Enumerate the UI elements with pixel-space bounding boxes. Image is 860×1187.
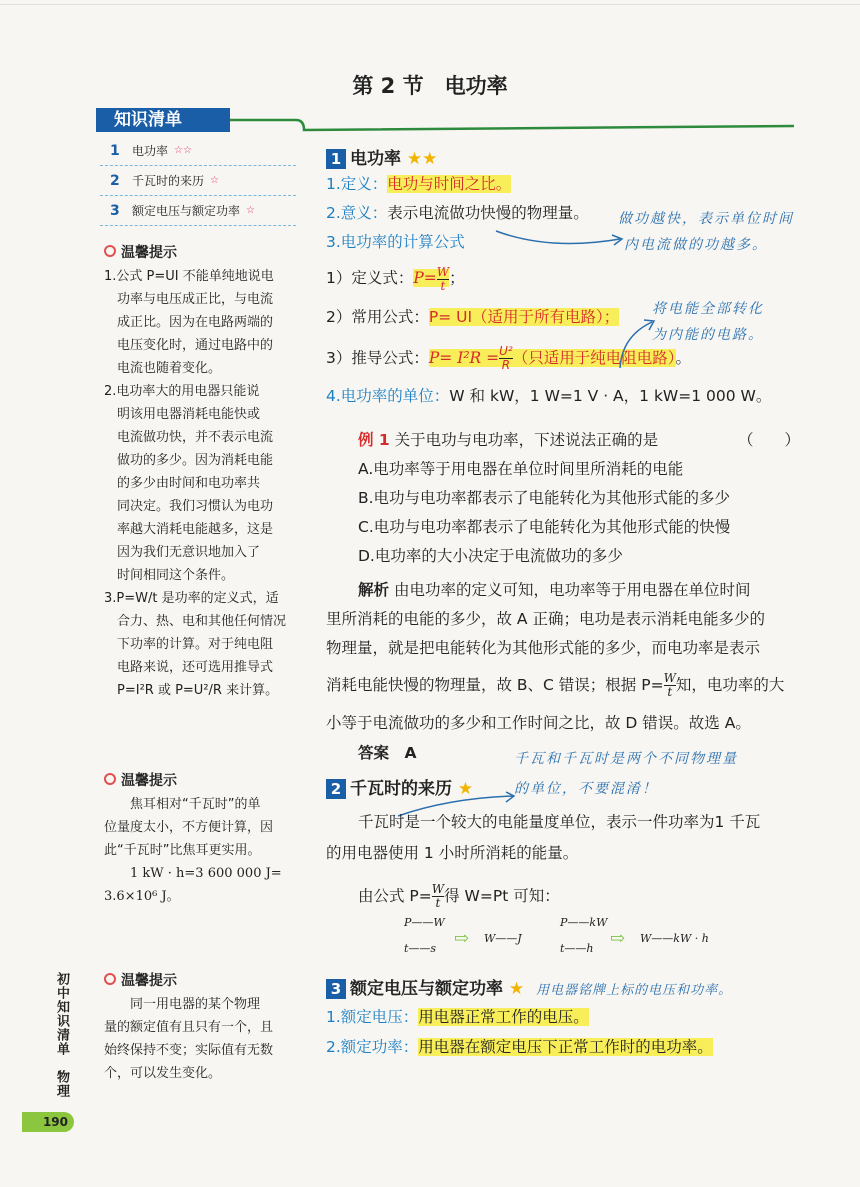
option-b: B.电功与电功率都表示了电能转化为其他形式能的多少 xyxy=(358,489,731,507)
tip-line: 电流做功快，并不表示电流 xyxy=(117,430,274,445)
sidebar-item-1[interactable] xyxy=(100,136,296,166)
tip-line: 此“千瓦时”比焦耳更实用。 xyxy=(104,843,261,858)
tip-line: 电路来说，还可选用推导式 xyxy=(117,660,274,675)
page-number: 190 xyxy=(22,1112,74,1132)
analysis-line-1: 解析 由电功率的定义可知，电功率等于用电器在单位时间 xyxy=(358,581,751,599)
tip-line: 率越大消耗电能越多，这是 xyxy=(117,522,274,537)
star-icon: ★ xyxy=(457,779,474,799)
section-1 xyxy=(326,144,806,411)
sidebar-nav xyxy=(100,136,296,226)
tip-title: 温馨提示 xyxy=(104,242,298,265)
section-number: 1 xyxy=(326,149,346,169)
handwritten-note-3: 千瓦和千瓦时是两个不同物理量 的单位，不要混淆！ xyxy=(514,751,738,797)
sidebar-item-3[interactable] xyxy=(100,196,296,226)
analysis-line-3: 物理量，就是把电能转化为其他形式能的多少，而电功率是表示 xyxy=(326,639,761,657)
s2-formula: 由公式 P= $\frac{W}{t}$ 得 W=Pt 可知： xyxy=(358,882,560,910)
tip-text xyxy=(104,265,298,702)
handwritten-note-1: 做功越快，表示单位时间 内电流做的功越多。 xyxy=(618,211,794,253)
vertical-label: 初中知识清单 物理 xyxy=(54,972,69,1098)
calc-label: 3.电功率的计算公式 xyxy=(326,233,465,251)
section-number: 3 xyxy=(326,979,346,999)
nav-label: 电功率 xyxy=(132,144,169,158)
tip-line: 合力、热、电和其他任何情况 xyxy=(117,614,287,629)
bullet-icon xyxy=(104,245,116,257)
tip-box-2 xyxy=(104,770,298,908)
option-c: C.电功与电功率都表示了电能转化为其他形式能的快慢 xyxy=(358,518,731,536)
tip-line: 个，可以发生变化。 xyxy=(104,1066,222,1081)
header-line xyxy=(226,110,796,134)
tip-line: 位量度太小，不方便计算，因 xyxy=(104,820,274,835)
star-icon: ★★ xyxy=(406,149,438,169)
tip-box-3 xyxy=(104,970,298,1085)
arrow-icon xyxy=(490,225,630,255)
section-3-header xyxy=(326,974,806,1000)
sidebar-header-label: 知识清单 xyxy=(114,110,182,130)
tip-line: 同一用电器的某个物理 xyxy=(130,997,261,1012)
tip-line: 因为我们无意识地加入了 xyxy=(117,545,261,560)
tip-title: 温馨提示 xyxy=(104,970,298,993)
tip-line: 的多少由时间和电功率共 xyxy=(117,476,261,491)
tip-title: 温馨提示 xyxy=(104,770,298,793)
rated-power: 2.额定功率：用电器在额定电压下正常工作时的电功率。 xyxy=(326,1038,713,1056)
tip-box-1 xyxy=(104,242,298,702)
section-3 xyxy=(326,974,806,1062)
analysis-line-4: 消耗电能快慢的物理量，故 B、C 错误；根据 P= $\frac{W}{t}$ 知，电功率的大 xyxy=(326,671,785,699)
tip-line: 功率与电压成正比，与电流 xyxy=(117,292,274,307)
tip-line: 2.电功率大的用电器只能说 xyxy=(104,384,260,399)
s2-text-1: 千瓦时是一个较大的电能量度单位，表示一件功率为1 千瓦 xyxy=(358,813,761,831)
top-rule xyxy=(0,4,860,5)
nav-num: 3 xyxy=(110,202,120,219)
tip-line: 电流也随着变化。 xyxy=(117,361,222,376)
answer: 答案 A xyxy=(358,744,417,762)
nav-num: 1 xyxy=(110,142,120,159)
meaning-text: 表示电流做功快慢的物理量。 xyxy=(387,204,589,222)
section-1-header xyxy=(326,144,806,170)
def-line xyxy=(326,170,806,199)
star-icon: ☆ xyxy=(246,205,255,216)
option-a: A.电功率等于用电器在单位时间里所消耗的电能 xyxy=(358,460,684,478)
tip-line: 1.公式 P=UI 不能单纯地说电 xyxy=(104,269,274,284)
nav-num: 2 xyxy=(110,172,120,189)
tip-line: 成正比。因为在电路两端的 xyxy=(117,315,274,330)
nav-label: 千瓦时的来历 xyxy=(132,174,205,188)
example-block xyxy=(326,426,806,767)
tip-line: 3.P=W/t 是功率的定义式，适 xyxy=(104,591,279,606)
star-icon: ☆☆ xyxy=(174,145,192,156)
sidebar-item-2[interactable] xyxy=(100,166,296,196)
star-icon: ★ xyxy=(508,979,525,999)
analysis-line-5: 小等于电流做功的多少和工作时间之比，故 D 错误。故选 A。 xyxy=(326,714,751,732)
example-question: 例 1 关于电功与电功率，下述说法正确的是 （ ） xyxy=(358,431,801,449)
handwritten-note-2: 将电能全部转化 为内能的电路。 xyxy=(652,301,764,343)
arrow-icon: ⇨ xyxy=(610,928,626,949)
arrow-icon: ⇨ xyxy=(454,928,470,949)
tip-line: 明该用电器消耗电能快或 xyxy=(117,407,261,422)
formula-2-text: P= UI（适用于所有电路）； xyxy=(428,308,620,326)
tip-line: 1 kW · h=3 600 000 J= xyxy=(130,866,282,881)
star-icon: ☆ xyxy=(210,175,219,186)
s2-text-2: 的用电器使用 1 小时所消耗的能量。 xyxy=(326,844,579,862)
tip-line: 下功率的计算。对于纯电阻 xyxy=(117,637,274,652)
tip-line: 做功的多少。因为消耗电能 xyxy=(117,453,274,468)
tip-line: P=I²R 或 P=U²/R 来计算。 xyxy=(117,683,279,698)
def-text: 电功与时间之比。 xyxy=(387,175,512,193)
section-2 xyxy=(326,774,806,918)
tip-line: 焦耳相对“千瓦时”的单 xyxy=(130,797,261,812)
tip-line: 同决定。我们习惯认为电功 xyxy=(117,499,274,514)
bullet-icon xyxy=(104,773,116,785)
formula-2: 2）常用公式：P= UI（适用于所有电路）； xyxy=(326,308,620,326)
option-d: D.电功率的大小决定于电流做功的多少 xyxy=(358,547,623,565)
unit-line: 4.电功率的单位：W 和 kW，1 W=1 V · A，1 kW=1 000 W。 xyxy=(326,387,772,405)
formula-1: 1）定义式：P= $\frac{W}{t}$ ； xyxy=(326,264,465,293)
tip-line: 3.6×10⁶ J。 xyxy=(104,889,180,904)
tip-line: 量的额定值有且只有一个，且 xyxy=(104,1020,274,1035)
def-label: 1.定义： xyxy=(326,175,388,193)
section-number: 2 xyxy=(326,779,346,799)
bullet-icon xyxy=(104,973,116,985)
handwritten-note-4: 用电器铭牌上标的电压和功率。 xyxy=(536,983,733,998)
section-title: 额定电压与额定功率 xyxy=(350,979,503,999)
nav-label: 额定电压与额定功率 xyxy=(132,204,241,218)
rated-voltage: 1.额定电压：用电器正常工作的电压。 xyxy=(326,1008,589,1026)
tip-line: 时间相同这个条件。 xyxy=(117,568,235,583)
section-title: 千瓦时的来历 xyxy=(350,779,452,799)
sidebar-header xyxy=(96,108,230,132)
meaning-label: 2.意义： xyxy=(326,204,388,222)
formula-3: 3）推导公式：P= I²R = $\frac{\text{U²}}{R}$ （只适用于纯电阻电路）。 xyxy=(326,344,692,372)
section-title: 电功率 xyxy=(350,149,401,169)
analysis-line-2: 里所消耗的电能的多少，故 A 正确；电功是表示消耗电能多少的 xyxy=(326,610,765,628)
tip-line: 始终保持不变；实际值有无数 xyxy=(104,1043,274,1058)
tip-line: 电压变化时，通过电路中的 xyxy=(117,338,274,353)
arrow-icon xyxy=(612,312,662,372)
page-title: 第 2 节 电功率 xyxy=(352,74,508,98)
section-2-header xyxy=(326,774,806,800)
